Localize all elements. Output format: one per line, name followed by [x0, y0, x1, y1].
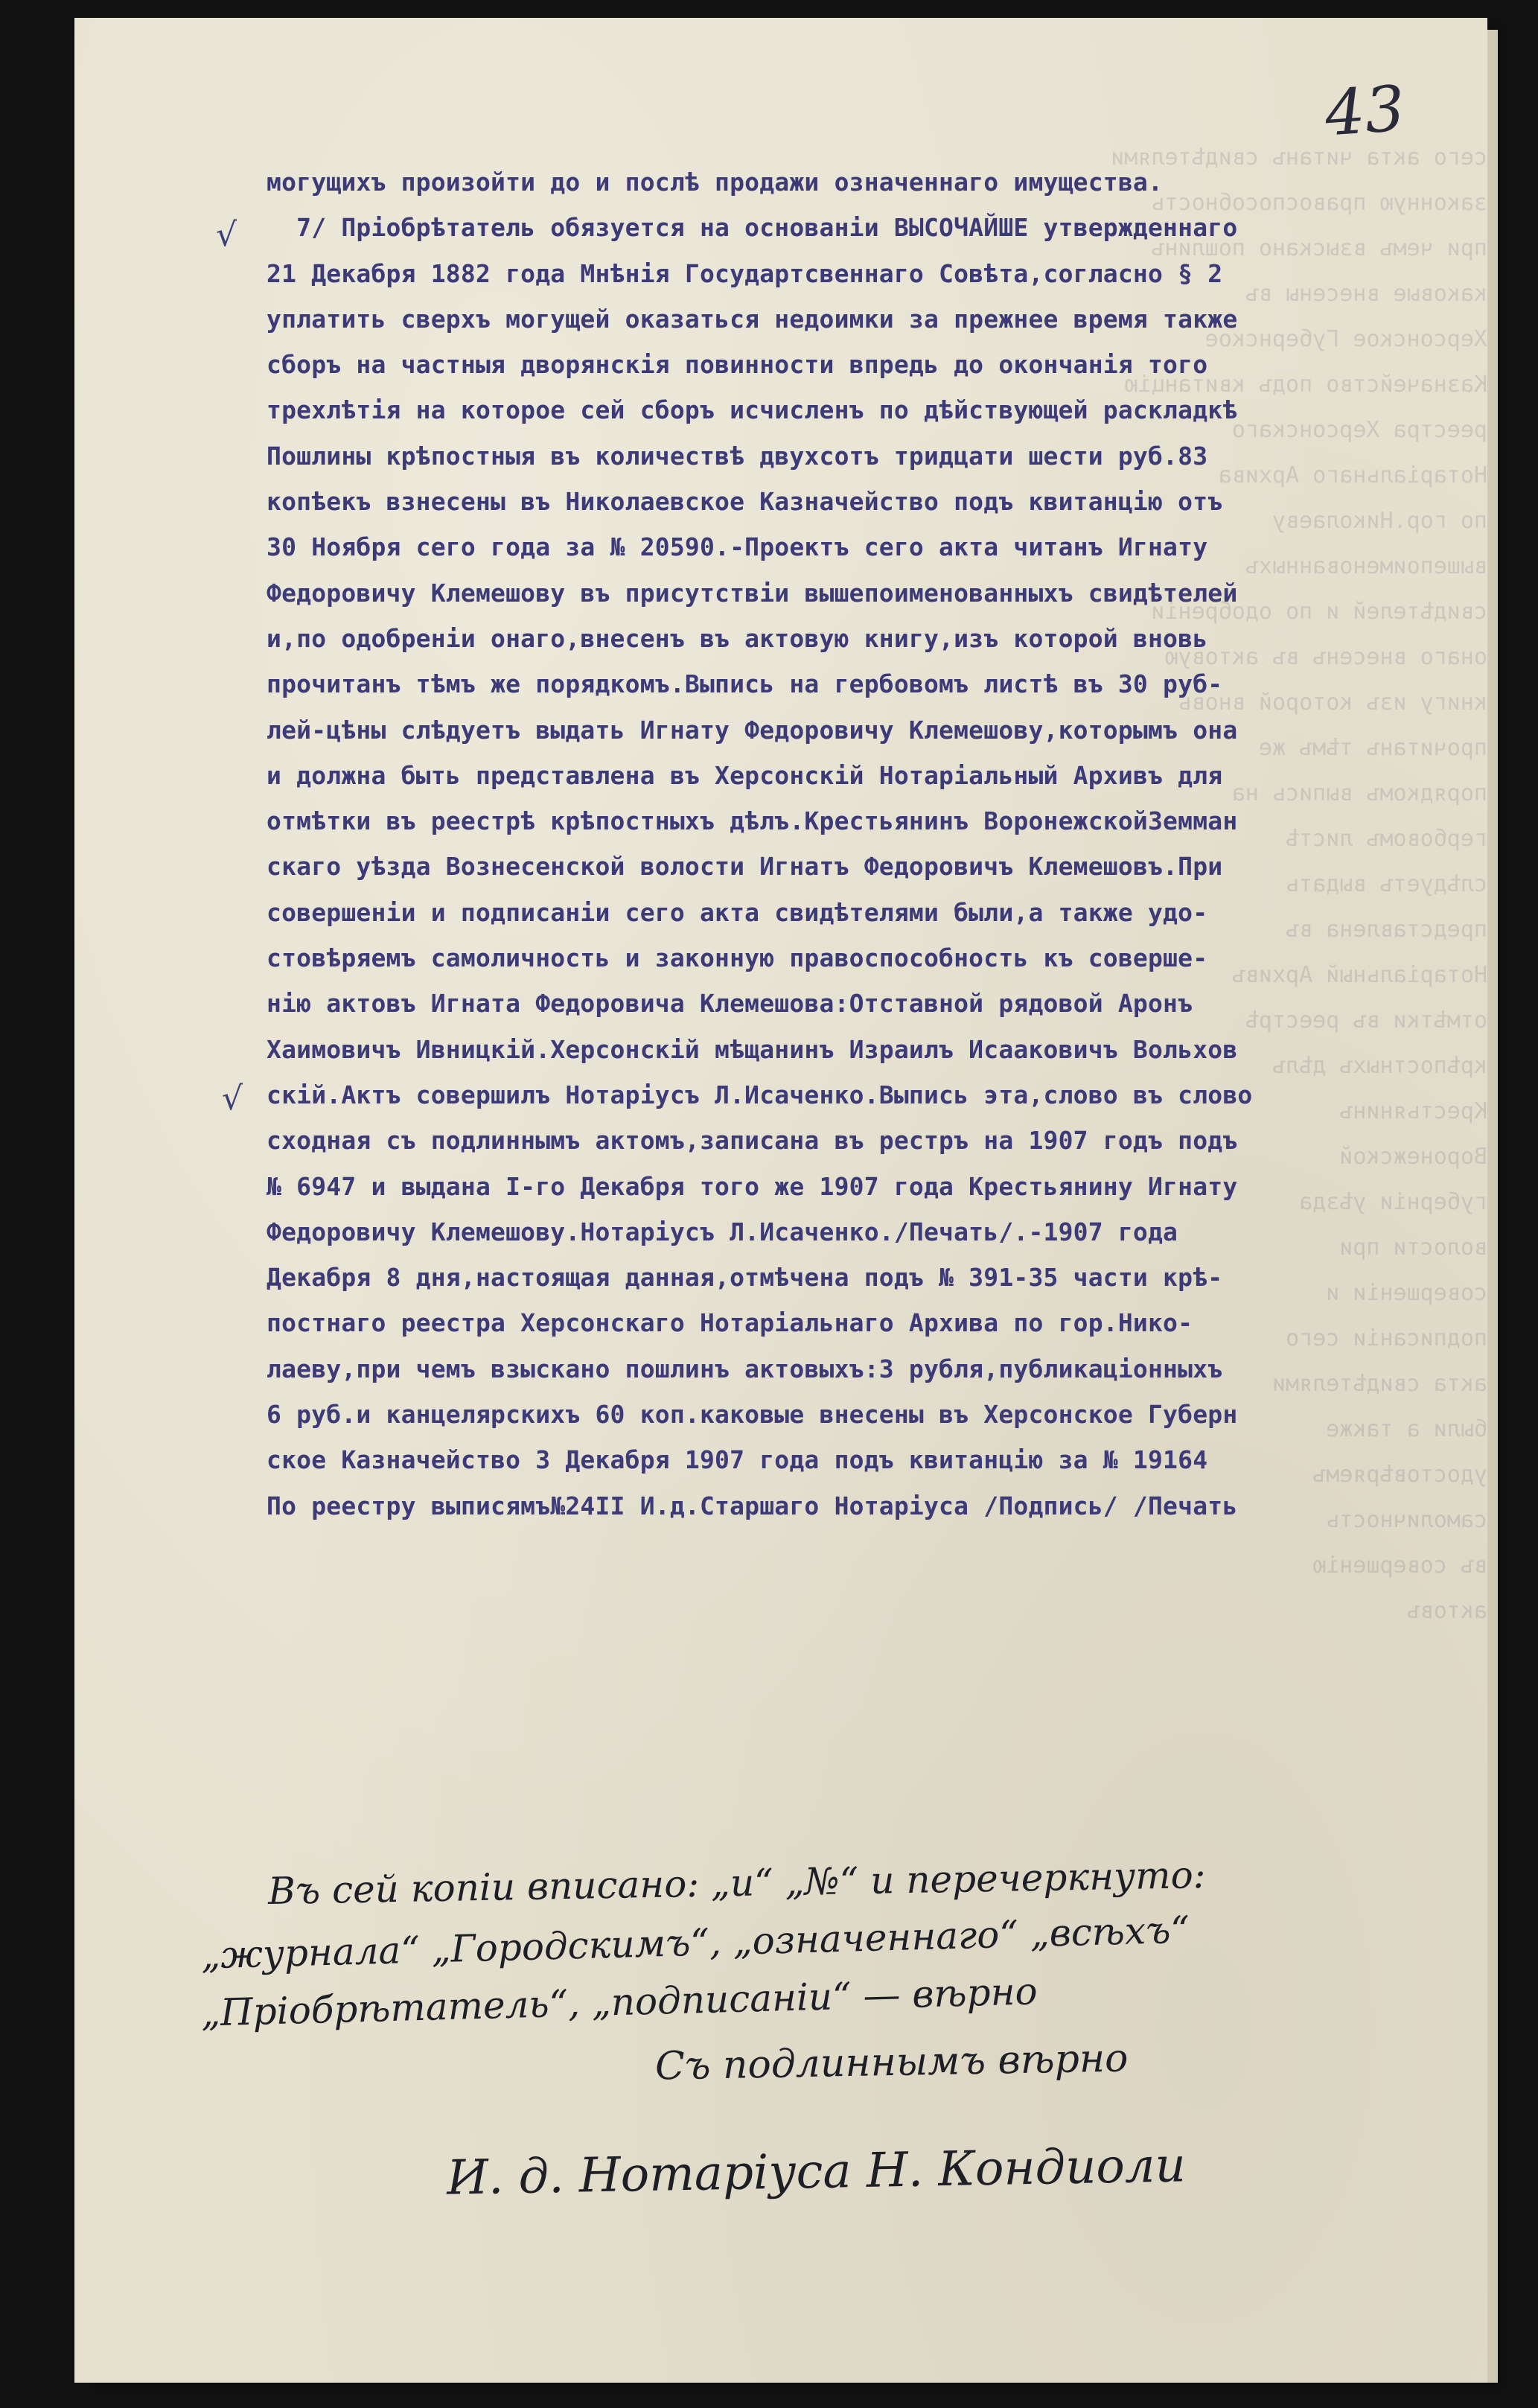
checkmark-icon: √	[222, 1080, 243, 1118]
text-line: и должна быть представлена въ Херсонскій Нотаріальный Архивъ для	[267, 760, 1223, 790]
text-line: копѣекъ взнесены въ Николаевское Казначейство подъ квитанцію отъ	[267, 487, 1223, 517]
text-line: 21 Декабря 1882 года Мнѣнія Государтсвеннаго Совѣта,согласно § 2	[267, 258, 1223, 288]
folio-number: 43	[1322, 71, 1408, 150]
handwritten-note: „Пріобрѣтатель“, „подписаніи“ — вѣрно	[200, 1969, 1038, 2035]
text-line: совершеніи и подписаніи сего акта свидѣтелями были,а также удо-	[267, 897, 1208, 927]
text-line: скій.Актъ совершилъ Нотаріусъ Л.Исаченко.Выпись эта,слово въ слово	[267, 1080, 1253, 1109]
handwritten-note: Въ сей копіи вписано: „и“ „№“ и перечеркнуто:	[267, 1853, 1206, 1913]
typewritten-text	[267, 159, 1472, 1529]
text-line: трехлѣтія на которое сей сборъ исчисленъ по дѣйствующей раскладкѣ	[267, 395, 1238, 425]
handwritten-note: „журнала“ „Городскимъ“, „означеннаго“ „всѣхъ“	[200, 1908, 1190, 1978]
text-line: № 6947 и выдана I-го Декабря того же 1907 года Крестьянину Игнату	[267, 1171, 1238, 1201]
text-line: 6 руб.и канцелярскихъ 60 коп.каковые внесены въ Херсонское Губерн	[267, 1400, 1238, 1430]
text-line: Декабря 8 дня,настоящая данная,отмѣчена подъ № 391-35 части крѣ-	[267, 1263, 1223, 1293]
text-line: сборъ на частныя дворянскія повинности впредь до окончанія того	[267, 350, 1208, 380]
text-line: Федоровичу Клемешову въ присутствіи вышепоименованныхъ свидѣтелей	[267, 578, 1238, 608]
text-line: уплатить сверхъ могущей оказаться недоимки за прежнее время также	[267, 304, 1238, 334]
text-line: 30 Ноября сего года за № 20590.-Проектъ сего акта читанъ Игнату	[267, 532, 1208, 562]
text-line: Пошлины крѣпостныя въ количествѣ двухсотъ тридцати шести руб.83	[267, 441, 1208, 471]
text-line: сходная съ подлиннымъ актомъ,записана въ рестръ на 1907 годъ подъ	[267, 1126, 1238, 1156]
text-line: По реестру выписямъ№24II И.д.Старшаго Нотаріуса /Подпись/ /Печать	[267, 1491, 1238, 1520]
text-line: и,по одобреніи онаго,внесенъ въ актовую книгу,изъ которой вновь	[267, 623, 1208, 653]
checkmark-icon: √	[216, 216, 237, 254]
text-line: лей-цѣны слѣдуетъ выдать Игнату Федоровичу Клемешову,которымъ она	[267, 715, 1238, 745]
text-line: лаеву,при чемъ взыскано пошлинъ актовыхъ:3 рубля,публикаціонныхъ	[267, 1354, 1223, 1383]
handwritten-signature: И. д. Нотаріуса Н. Кондиоли	[446, 2138, 1187, 2206]
text-line: скаго уѣзда Вознесенской волости Игнатъ Федоровичъ Клемешовъ.При	[267, 852, 1223, 882]
text-line: нію актовъ Игната Федоровича Клемешова:Отставной рядовой Аронъ	[267, 989, 1193, 1019]
text-line: стовѣряемъ самоличность и законную правоспособность къ соверше-	[267, 943, 1208, 973]
text-line: Федоровичу Клемешову.Нотаріусъ Л.Исаченко./Печать/.-1907 года	[267, 1217, 1178, 1246]
text-line: постнаго реестра Херсонскаго Нотаріальнаго Архива по гор.Нико-	[267, 1308, 1193, 1338]
handwritten-certification: Съ подлиннымъ вѣрно	[654, 2036, 1129, 2089]
text-line: прочитанъ тѣмъ же порядкомъ.Выпись на гербовомъ листѣ въ 30 руб-	[267, 669, 1223, 699]
text-line: могущихъ произойти до и послѣ продажи означеннаго имущества.	[267, 168, 1164, 197]
text-line: Хаимовичъ Ивницкій.Херсонскій мѣщанинъ Израилъ Исааковичъ Вольхов	[267, 1034, 1238, 1064]
reverse-side-bleed-through: сего акта читанъ законную правоспособность при чемъ взыскано пошлинъ каковые внесены въ Херсонское Губернское Казначейство подъ реестра Херсонскаго Нотаріальнаго Архива по гор.Николаеву вышепоименованныхъ свидѣтелей и по одобреніи онаго внесенъ въ актовую книгу изъ которой вновь прочитанъ тѣмъ же порядкомъ выпись на гербовомъ листѣ слѣдуетъ выдать представлена въ Нотаріальный Архивъ отмѣтки въ реестрѣ крѣпостныхъ дѣлъ Крестьянинъ Воронежской губерніи уѣзда волости при совершеніи и подписаніи сего акта свидѣтелями были а также удостовѣряемъ самоличность въ совершенію актовъ	[1151, 144, 1487, 1624]
text-line: отмѣтки въ реестрѣ крѣпостныхъ дѣлъ.Крестьянинъ ВоронежскойЗемман	[267, 806, 1238, 836]
text-line: ское Казначейство 3 Декабря 1907 года подъ квитанцію за № 19164	[267, 1445, 1208, 1475]
text-line: 7/ Пріобрѣтатель обязуется на основаніи ВЫСОЧАЙШЕ утвержденнаго	[267, 213, 1238, 243]
